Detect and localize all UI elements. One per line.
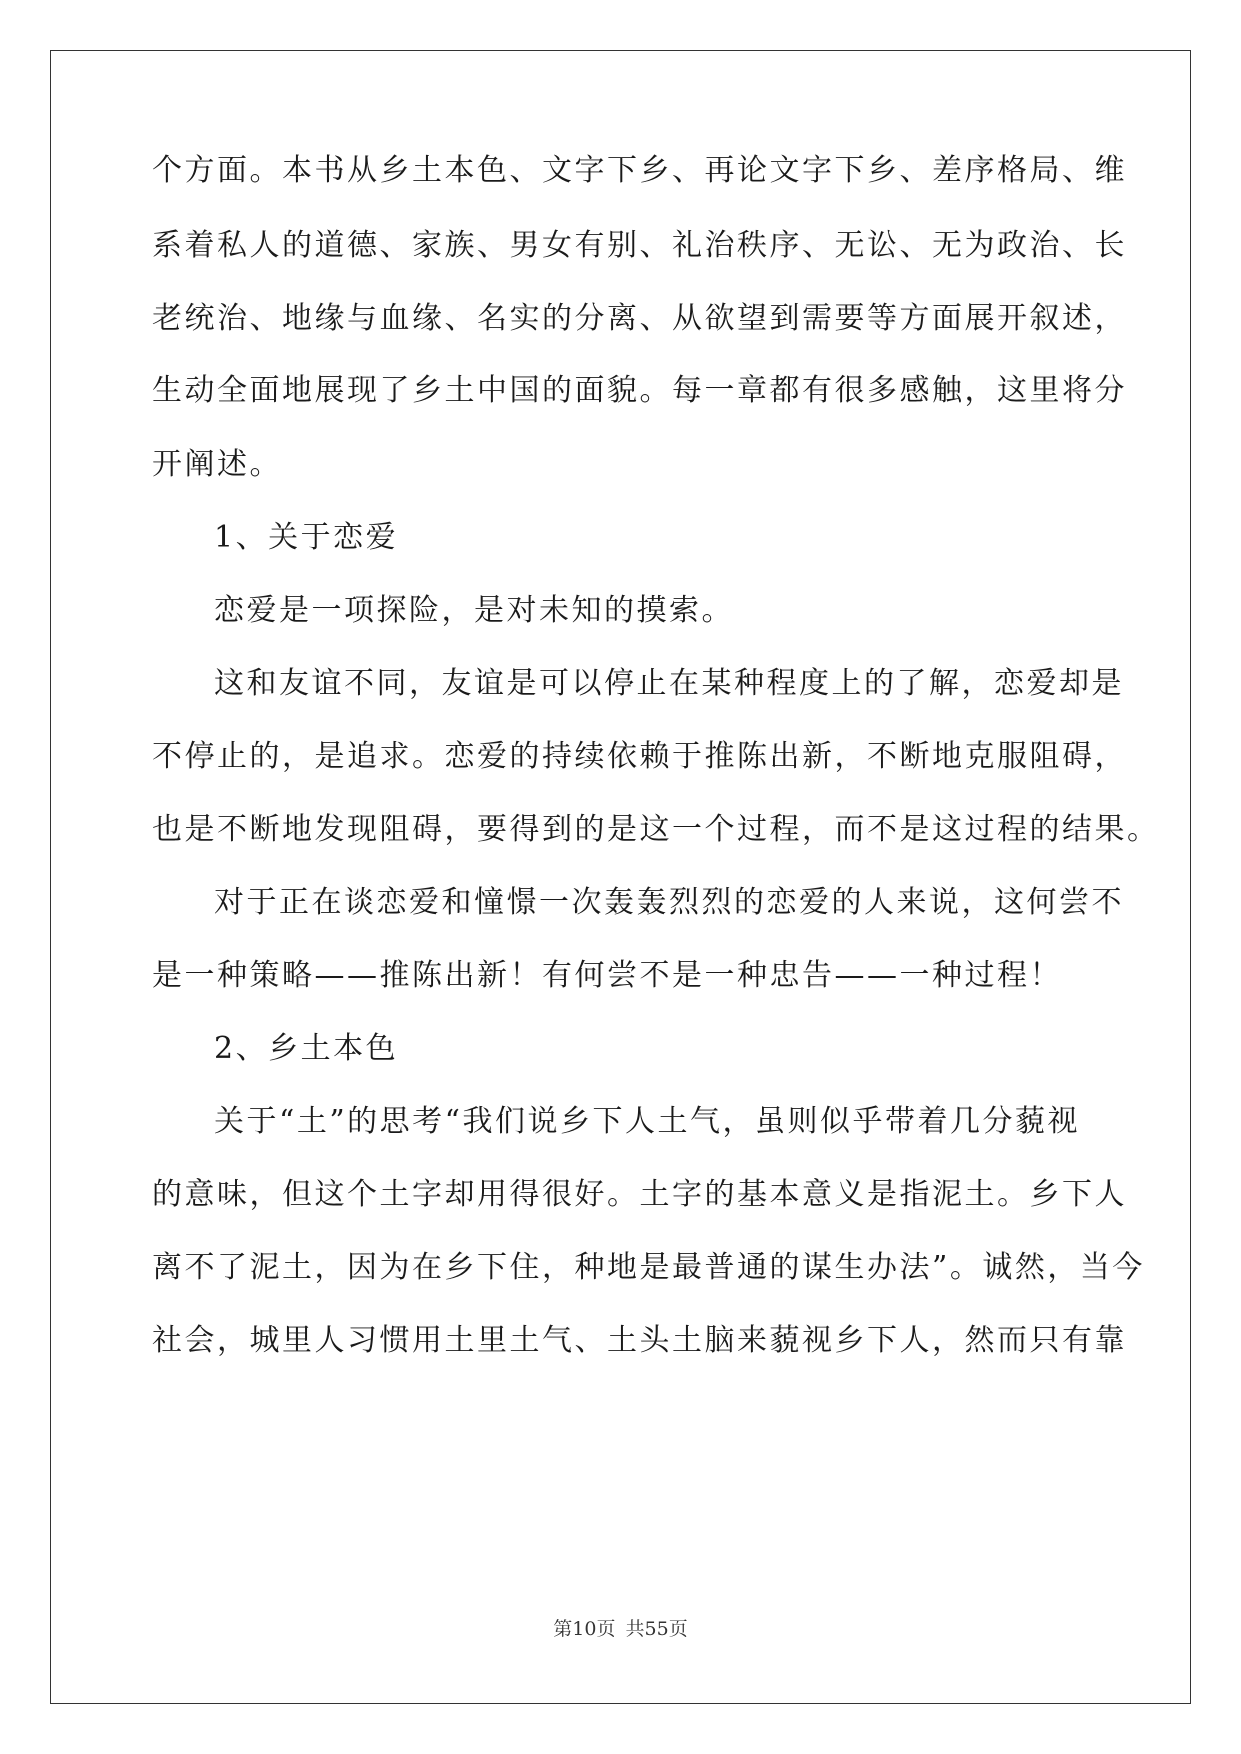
text-line: 是一种策略——推陈出新！有何尝不是一种忠告——一种过程！	[152, 958, 1062, 993]
text-line: 开阐述。	[152, 447, 282, 482]
text-line: 系着私人的道德、家族、男女有别、礼治秩序、无讼、无为政治、长	[152, 228, 1127, 263]
text-line: 离不了泥土，因为在乡下住，种地是最普通的谋生办法”。诚然，当今	[152, 1250, 1145, 1285]
text-line: 关于“土”的思考“我们说乡下人土气，虽则似乎带着几分藐视	[214, 1104, 1081, 1139]
text-line: 社会，城里人习惯用土里土气、土头土脑来藐视乡下人，然而只有靠	[152, 1323, 1127, 1358]
text-line: 这和友谊不同，友谊是可以停止在某种程度上的了解，恋爱却是	[214, 666, 1124, 701]
page-total: 共55页	[625, 1618, 688, 1640]
text-line: 也是不断地发现阻碍，要得到的是这一个过程，而不是这过程的结果。	[152, 812, 1160, 847]
text-line: 恋爱是一项探险，是对未知的摸索。	[214, 593, 734, 628]
text-line: 生动全面地展现了乡土中国的面貌。每一章都有很多感触，这里将分	[152, 373, 1127, 408]
page-border	[50, 50, 1191, 1704]
text-line: 不停止的，是追求。恋爱的持续依赖于推陈出新，不断地克服阻碍，	[152, 739, 1127, 774]
text-line: 个方面。本书从乡土本色、文字下乡、再论文字下乡、差序格局、维	[152, 153, 1127, 188]
page-number: 第10页	[553, 1618, 616, 1640]
text-line: 对于正在谈恋爱和憧憬一次轰轰烈烈的恋爱的人来说，这何尝不	[214, 885, 1124, 920]
section-heading: 1、关于恋爱	[214, 520, 399, 555]
section-heading: 2、乡土本色	[214, 1031, 399, 1066]
text-line: 的意味，但这个土字却用得很好。土字的基本意义是指泥土。乡下人	[152, 1177, 1127, 1212]
page-footer	[0, 1614, 1241, 1641]
text-line: 老统治、地缘与血缘、名实的分离、从欲望到需要等方面展开叙述，	[152, 301, 1127, 336]
